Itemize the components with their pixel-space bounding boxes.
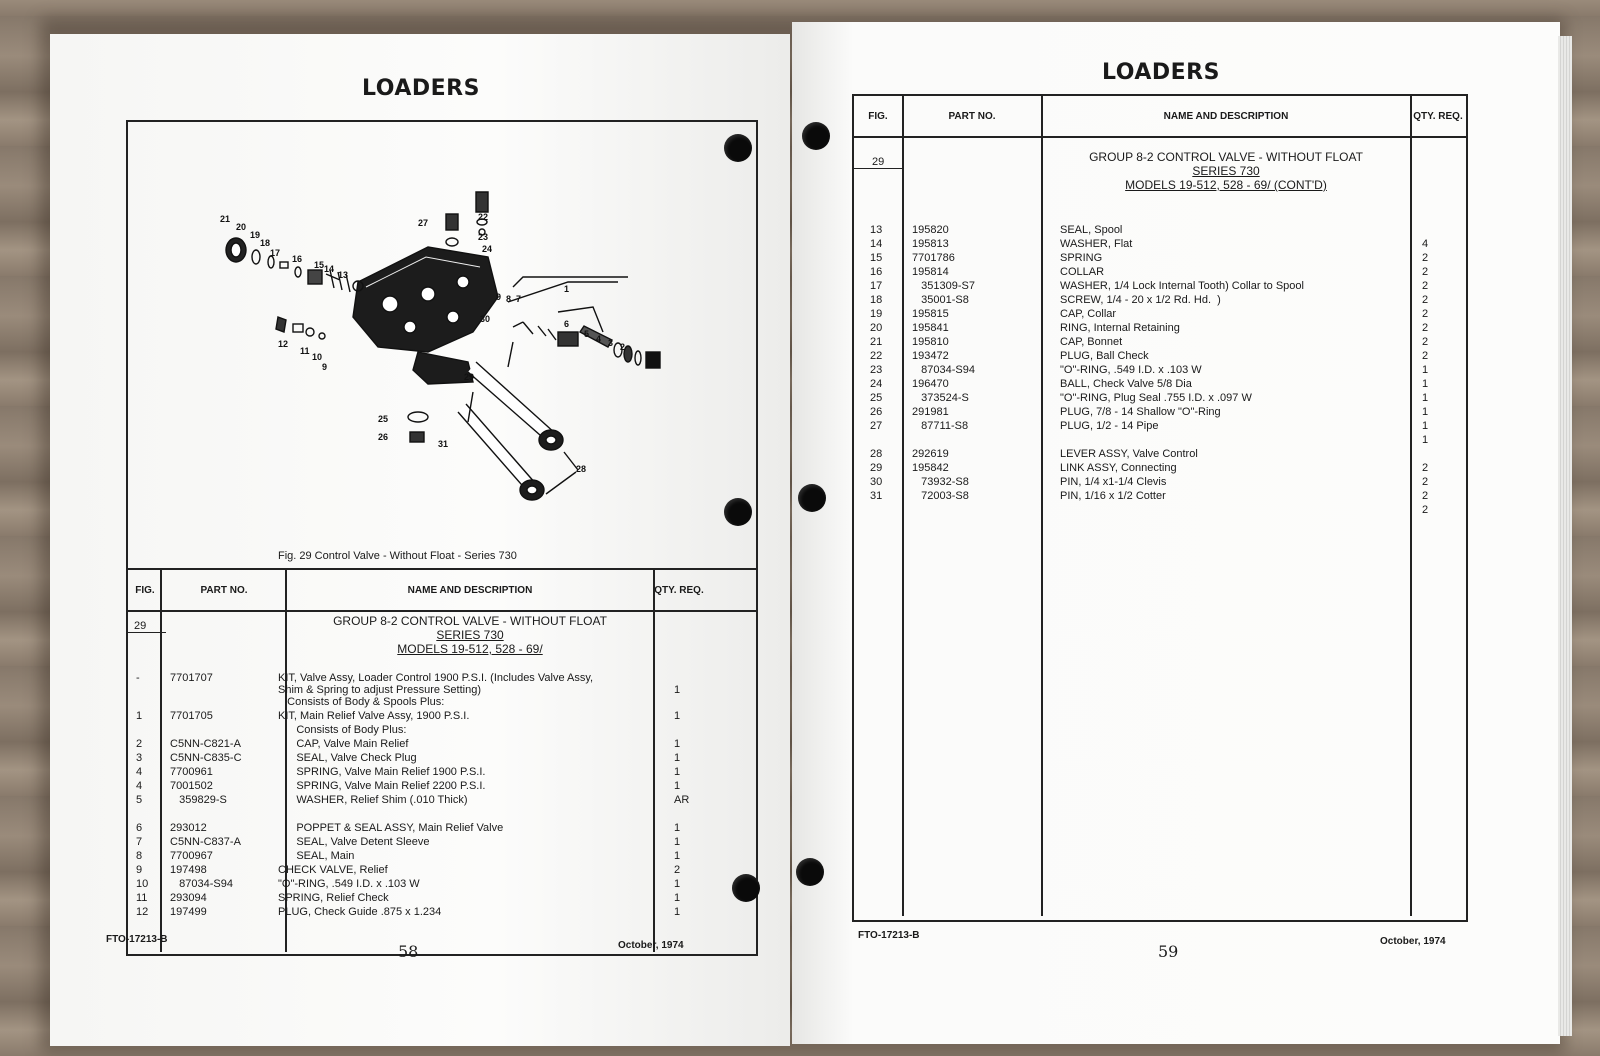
table-row xyxy=(128,752,756,766)
table-row xyxy=(854,406,1466,420)
cell-description: COLLAR xyxy=(1060,266,1105,278)
table-row xyxy=(854,266,1466,280)
table-row xyxy=(854,420,1466,434)
table-row xyxy=(128,808,756,822)
cell-qty: 2 xyxy=(1422,322,1429,334)
cell-fig: 15 xyxy=(870,252,883,264)
cell-qty: 2 xyxy=(1422,490,1429,502)
parts-table xyxy=(854,96,1466,516)
table-row xyxy=(128,864,756,878)
svg-text:17: 17 xyxy=(270,248,281,258)
table-row xyxy=(128,794,756,808)
table-row xyxy=(128,710,756,724)
svg-text:15: 15 xyxy=(314,260,325,270)
cell-part-no: 293094 xyxy=(170,892,207,904)
cell-part-no: 7701705 xyxy=(170,710,213,722)
binder-hole xyxy=(802,122,830,150)
svg-text:14: 14 xyxy=(324,264,335,274)
cell-part-no: C5NN-C837-A xyxy=(170,836,241,848)
col-part-header: PART NO. xyxy=(948,110,996,122)
cell-part-no: 7701707 xyxy=(170,672,213,684)
svg-text:8: 8 xyxy=(506,294,512,304)
binder-hole xyxy=(732,874,760,902)
svg-text:20: 20 xyxy=(236,222,247,232)
table-row xyxy=(128,724,756,738)
cell-fig: 14 xyxy=(870,238,883,250)
cell-fig: 1 xyxy=(136,710,143,722)
cell-fig: 24 xyxy=(870,378,883,390)
svg-text:26: 26 xyxy=(378,432,389,442)
table-row xyxy=(128,738,756,752)
cell-description: Consists of Body Plus: xyxy=(278,724,407,736)
svg-text:23: 23 xyxy=(478,232,489,242)
cell-description: "O"-RING, .549 I.D. x .103 W xyxy=(1060,364,1202,376)
table-header xyxy=(854,96,1466,138)
footer-code: FTO-17213-B xyxy=(858,930,920,941)
table-row xyxy=(128,822,756,836)
cell-part-no: 195841 xyxy=(912,322,949,334)
cell-qty: 1 xyxy=(674,822,681,834)
cell-part-no: 351309-S7 xyxy=(912,280,975,292)
cell-description: RING, Internal Retaining xyxy=(1060,322,1180,334)
binder-hole xyxy=(798,484,826,512)
svg-text:9: 9 xyxy=(496,292,502,302)
cell-fig: 2 xyxy=(136,738,143,750)
cell-fig: 8 xyxy=(136,850,143,862)
cell-part-no: 87034-S94 xyxy=(912,364,975,376)
parts-frame xyxy=(126,120,758,956)
cell-fig: - xyxy=(136,672,140,684)
cell-part-no: 292619 xyxy=(912,448,949,460)
svg-text:21: 21 xyxy=(220,214,231,224)
cell-description: Shim & Spring to adjust Pressure Setting) xyxy=(278,684,481,696)
cell-description: POPPET & SEAL ASSY, Main Relief Valve xyxy=(278,822,504,834)
cell-fig: 31 xyxy=(870,490,883,502)
table-row xyxy=(854,364,1466,378)
table-row xyxy=(854,434,1466,448)
svg-text:30: 30 xyxy=(480,314,491,324)
table-row xyxy=(854,476,1466,490)
table-row xyxy=(854,392,1466,406)
cell-description: SEAL, Spool xyxy=(1060,224,1123,236)
svg-text:22: 22 xyxy=(478,212,489,222)
table-row xyxy=(854,252,1466,266)
svg-text:29: 29 xyxy=(464,372,475,382)
svg-text:5: 5 xyxy=(584,329,590,339)
cell-part-no: C5NN-C835-C xyxy=(170,752,242,764)
col-name-header: NAME AND DESCRIPTION xyxy=(1163,110,1289,122)
cell-description: PLUG, 7/8 - 14 Shallow "O"-Ring xyxy=(1060,406,1221,418)
group-line: MODELS 19-512, 528 - 69/ xyxy=(397,642,543,656)
cell-qty: 1 xyxy=(1422,406,1429,418)
cell-qty: 1 xyxy=(1422,420,1429,432)
cell-fig: 19 xyxy=(870,308,883,320)
cell-part-no: 293012 xyxy=(170,822,207,834)
cell-qty: 1 xyxy=(674,878,681,890)
page-title: LOADERS xyxy=(362,76,480,101)
cell-qty: 1 xyxy=(1422,434,1429,446)
table-row xyxy=(854,280,1466,294)
cell-description: SPRING, Valve Main Relief 2200 P.S.I. xyxy=(278,780,486,792)
page-number: 59 xyxy=(1158,942,1179,961)
cell-fig: 13 xyxy=(870,224,883,236)
page-number: 58 xyxy=(398,942,419,961)
table-row xyxy=(854,350,1466,364)
cell-part-no: 7001502 xyxy=(170,780,213,792)
svg-text:19: 19 xyxy=(250,230,261,240)
table-header xyxy=(128,568,756,612)
group-heading xyxy=(1042,150,1410,192)
cell-part-no: 7701786 xyxy=(912,252,955,264)
svg-text:1: 1 xyxy=(564,284,570,294)
cell-fig: 9 xyxy=(136,864,143,876)
cell-qty: 1 xyxy=(674,766,681,778)
cell-fig: 17 xyxy=(870,280,883,292)
figure-caption: Fig. 29 Control Valve - Without Float - Series 730 xyxy=(278,550,517,562)
svg-text:24: 24 xyxy=(482,244,493,254)
cell-part-no: 87711-S8 xyxy=(912,420,969,432)
footer-code: FTO-17213-B xyxy=(106,934,168,945)
exploded-view-illustration xyxy=(128,122,756,577)
cell-qty: 2 xyxy=(1422,476,1429,488)
binder-hole xyxy=(724,498,752,526)
cell-fig: 6 xyxy=(136,822,143,834)
cell-qty: 2 xyxy=(1422,266,1429,278)
cell-fig: 18 xyxy=(870,294,883,306)
cell-fig: 5 xyxy=(136,794,143,806)
cell-description: BALL, Check Valve 5/8 Dia xyxy=(1060,378,1192,390)
cell-fig: 28 xyxy=(870,448,883,460)
cell-qty: 2 xyxy=(1422,252,1429,264)
cell-qty: 2 xyxy=(1422,504,1429,516)
table-row xyxy=(128,892,756,906)
svg-text:25: 25 xyxy=(378,414,389,424)
cell-part-no: 87034-S94 xyxy=(170,878,233,890)
group-fig: 29 xyxy=(128,620,166,633)
col-fig-header: FIG. xyxy=(868,110,888,122)
svg-text:28: 28 xyxy=(576,464,587,474)
parts-frame xyxy=(852,94,1468,922)
cell-qty: 1 xyxy=(1422,378,1429,390)
table-row xyxy=(854,224,1466,238)
cell-part-no: 35001-S8 xyxy=(912,294,969,306)
cell-fig: 25 xyxy=(870,392,883,404)
table-row xyxy=(128,878,756,892)
svg-text:27: 27 xyxy=(418,218,429,228)
table-row xyxy=(854,322,1466,336)
table-row xyxy=(854,490,1466,504)
cell-description: KIT, Valve Assy, Loader Control 1900 P.S.I. (Includes Valve Assy, xyxy=(278,672,594,684)
table-row xyxy=(854,448,1466,462)
table-row xyxy=(854,462,1466,476)
cell-part-no: 195820 xyxy=(912,224,949,236)
cell-part-no: 7700967 xyxy=(170,850,213,862)
cell-description: CHECK VALVE, Relief xyxy=(278,864,388,876)
cell-fig: 23 xyxy=(870,364,883,376)
cell-part-no: 196470 xyxy=(912,378,949,390)
cell-description: SCREW, 1/4 - 20 x 1/2 Rd. Hd. ) xyxy=(1060,294,1221,306)
cell-description: PIN, 1/16 x 1/2 Cotter xyxy=(1060,490,1166,502)
binder-hole xyxy=(724,134,752,162)
svg-text:7: 7 xyxy=(516,294,522,304)
cell-fig: 12 xyxy=(136,906,149,918)
cell-qty: 2 xyxy=(1422,350,1429,362)
cell-description: KIT, Main Relief Valve Assy, 1900 P.S.I. xyxy=(278,710,470,722)
cell-qty: 2 xyxy=(1422,280,1429,292)
cell-part-no: 197499 xyxy=(170,906,207,918)
table-row xyxy=(128,766,756,780)
cell-qty: 1 xyxy=(674,752,681,764)
cell-fig: 4 xyxy=(136,766,143,778)
cell-fig: 10 xyxy=(136,878,149,890)
cell-description: WASHER, Relief Shim (.010 Thick) xyxy=(278,794,468,806)
cell-qty: 2 xyxy=(1422,462,1429,474)
col-part-header: PART NO. xyxy=(200,584,248,596)
cell-description: PLUG, 1/2 - 14 Pipe xyxy=(1060,420,1159,432)
cell-part-no: 72003-S8 xyxy=(912,490,969,502)
cell-part-no: 291981 xyxy=(912,406,949,418)
cell-description: CAP, Bonnet xyxy=(1060,336,1123,348)
cell-fig: 26 xyxy=(870,406,883,418)
cell-description: PLUG, Check Guide .875 x 1.234 xyxy=(278,906,442,918)
col-qty-header: QTY. REQ. xyxy=(1413,110,1463,122)
cell-description: Consists of Body & Spools Plus: xyxy=(278,696,445,708)
table-row xyxy=(854,294,1466,308)
svg-text:6: 6 xyxy=(564,319,570,329)
cell-qty: 1 xyxy=(674,892,681,904)
cell-fig: 21 xyxy=(870,336,883,348)
col-fig-header: FIG. xyxy=(135,584,155,596)
table-row xyxy=(128,850,756,864)
svg-text:31: 31 xyxy=(438,439,449,449)
cell-qty: 2 xyxy=(1422,336,1429,348)
right-page xyxy=(792,22,1560,1044)
cell-description: SPRING xyxy=(1060,252,1103,264)
col-qty-header: QTY. REQ. xyxy=(654,584,704,596)
cell-qty: 1 xyxy=(674,710,681,722)
cell-fig: 30 xyxy=(870,476,883,488)
svg-text:12: 12 xyxy=(278,339,289,349)
cell-qty: 1 xyxy=(1422,364,1429,376)
table-row xyxy=(854,378,1466,392)
cell-part-no: 195814 xyxy=(912,266,949,278)
cell-description: LEVER ASSY, Valve Control xyxy=(1060,448,1198,460)
cell-description: WASHER, 1/4 Lock Internal Tooth) Collar to Spool xyxy=(1060,280,1304,292)
cell-description: CAP, Collar xyxy=(1060,308,1117,320)
svg-text:4: 4 xyxy=(596,334,602,344)
group-line: GROUP 8-2 CONTROL VALVE - WITHOUT FLOAT xyxy=(1089,150,1363,164)
page-stack-edge xyxy=(1558,36,1572,1036)
left-page xyxy=(50,34,790,1046)
page-title: LOADERS xyxy=(1102,60,1220,85)
cell-description: PIN, 1/4 x1-1/4 Clevis xyxy=(1060,476,1167,488)
cell-description: LINK ASSY, Connecting xyxy=(1060,462,1177,474)
cell-qty: 1 xyxy=(674,738,681,750)
cell-qty: 1 xyxy=(674,906,681,918)
svg-text:9: 9 xyxy=(322,362,328,372)
cell-description: SPRING, Relief Check xyxy=(278,892,389,904)
group-line: MODELS 19-512, 528 - 69/ (CONT'D) xyxy=(1125,178,1327,192)
cell-description: "O"-RING, .549 I.D. x .103 W xyxy=(278,878,420,890)
cell-description: SEAL, Main xyxy=(278,850,355,862)
cell-fig: 16 xyxy=(870,266,883,278)
svg-text:13: 13 xyxy=(338,270,349,280)
cell-fig: 27 xyxy=(870,420,883,432)
cell-qty: 2 xyxy=(1422,308,1429,320)
cell-description: WASHER, Flat xyxy=(1060,238,1133,250)
cell-qty: 2 xyxy=(1422,294,1429,306)
footer-date: October, 1974 xyxy=(618,940,684,951)
table-row xyxy=(854,308,1466,322)
cell-fig: 3 xyxy=(136,752,143,764)
footer-date: October, 1974 xyxy=(1380,936,1446,947)
cell-part-no: 195810 xyxy=(912,336,949,348)
cell-fig: 7 xyxy=(136,836,143,848)
cell-fig: 29 xyxy=(870,462,883,474)
svg-text:16: 16 xyxy=(292,254,303,264)
cell-part-no: 197498 xyxy=(170,864,207,876)
cell-part-no: 73932-S8 xyxy=(912,476,969,488)
table-row xyxy=(854,336,1466,350)
cell-description: CAP, Valve Main Relief xyxy=(278,738,409,750)
cell-qty: 1 xyxy=(674,684,681,696)
group-heading xyxy=(286,614,654,656)
binder-hole xyxy=(796,858,824,886)
cell-fig: 11 xyxy=(136,892,148,904)
cell-fig: 20 xyxy=(870,322,883,334)
svg-text:11: 11 xyxy=(300,346,310,356)
group-line: SERIES 730 xyxy=(436,628,504,642)
table-row xyxy=(128,780,756,794)
cell-part-no: 195842 xyxy=(912,462,949,474)
cell-qty: AR xyxy=(674,794,690,806)
svg-text:3: 3 xyxy=(608,338,614,348)
svg-text:2: 2 xyxy=(620,342,626,352)
cell-description: PLUG, Ball Check xyxy=(1060,350,1149,362)
group-fig: 29 xyxy=(854,156,902,169)
table-row xyxy=(128,836,756,850)
table-row xyxy=(854,238,1466,252)
cell-fig: 22 xyxy=(870,350,883,362)
cell-description: "O"-RING, Plug Seal .755 I.D. x .097 W xyxy=(1060,392,1252,404)
table-row xyxy=(854,504,1466,518)
table-row xyxy=(128,906,756,920)
cell-description: SEAL, Valve Check Plug xyxy=(278,752,417,764)
group-line: SERIES 730 xyxy=(1192,164,1260,178)
parts-table xyxy=(128,568,756,918)
svg-text:10: 10 xyxy=(312,352,323,362)
cell-qty: 1 xyxy=(1422,392,1429,404)
group-line: GROUP 8-2 CONTROL VALVE - WITHOUT FLOAT xyxy=(333,614,607,628)
table-row xyxy=(128,696,756,710)
cell-part-no: 7700961 xyxy=(170,766,213,778)
col-name-header: NAME AND DESCRIPTION xyxy=(407,584,533,596)
cell-part-no: 373524-S xyxy=(912,392,969,404)
cell-part-no: 195815 xyxy=(912,308,949,320)
cell-qty: 1 xyxy=(674,780,681,792)
cell-part-no: C5NN-C821-A xyxy=(170,738,241,750)
cell-part-no: 359829-S xyxy=(170,794,227,806)
cell-fig: 4 xyxy=(136,780,143,792)
cell-qty: 1 xyxy=(674,850,681,862)
cell-description: SEAL, Valve Detent Sleeve xyxy=(278,836,430,848)
svg-text:18: 18 xyxy=(260,238,271,248)
cell-qty: 1 xyxy=(674,836,681,848)
cell-part-no: 193472 xyxy=(912,350,949,362)
cell-qty: 2 xyxy=(674,864,681,876)
cell-part-no: 195813 xyxy=(912,238,949,250)
cell-qty: 4 xyxy=(1422,238,1429,250)
cell-description: SPRING, Valve Main Relief 1900 P.S.I. xyxy=(278,766,486,778)
